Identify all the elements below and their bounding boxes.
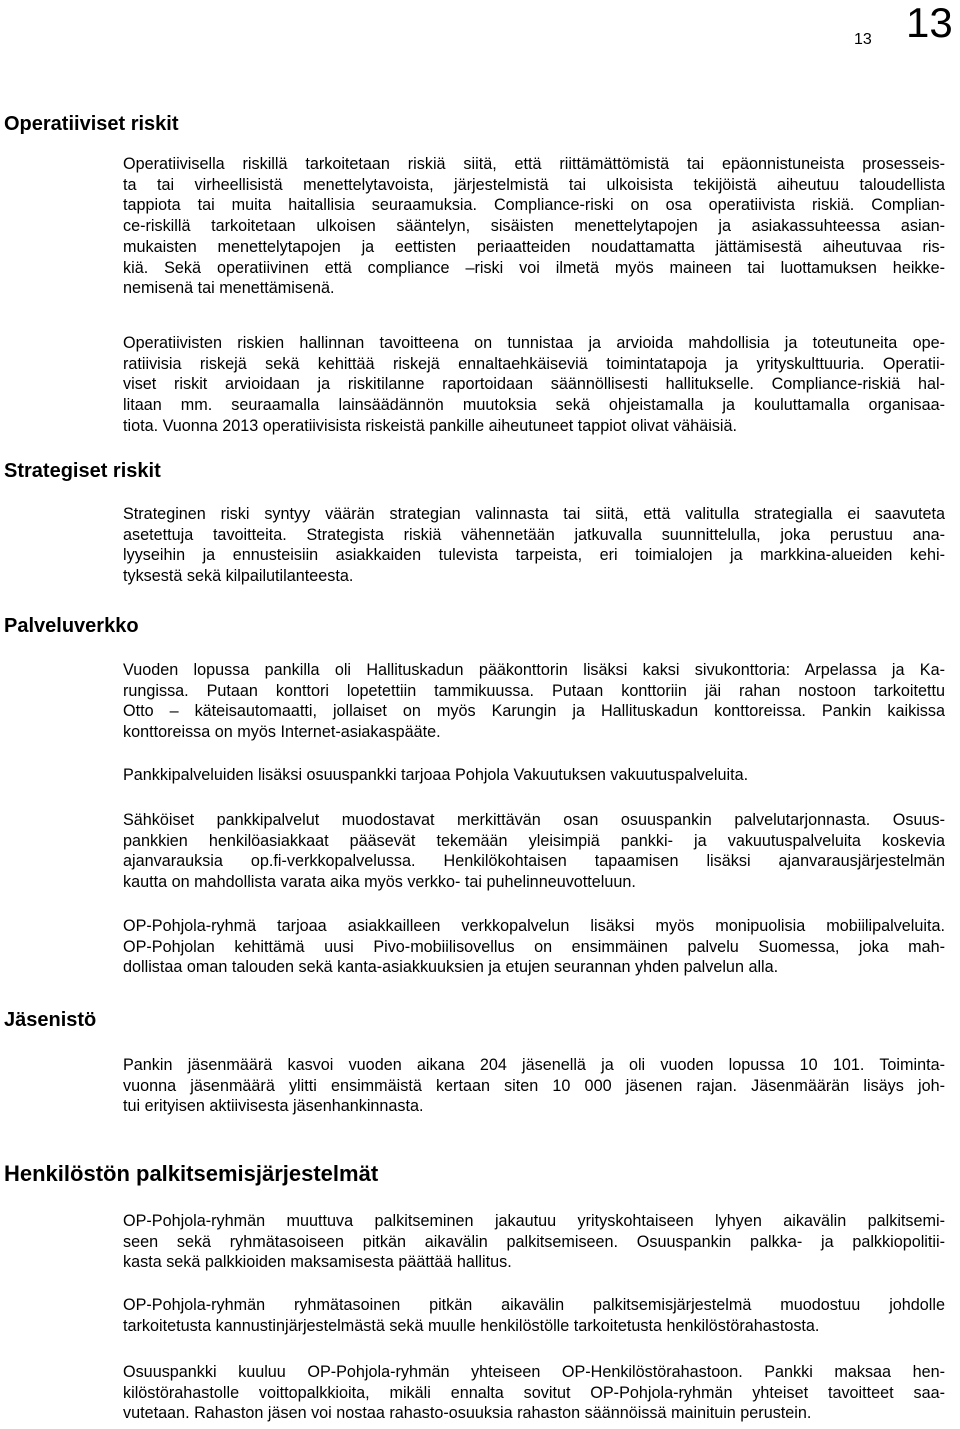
text-line: Strateginen riski syntyy väärän strategian valinnasta tai siitä, että valitulla strategialla ei saavuteta	[123, 505, 945, 523]
text-line: tyksestä sekä kilpailutilanteesta.	[123, 567, 354, 586]
text-line: OP-Pohjola-ryhmä tarjoaa asiakkailleen verkkopalvelun lisäksi myös monipuolisia mobiilipalveluita.	[123, 917, 945, 935]
text-line: ajanvarauksia op.fi-verkkopalvelussa. Henkilökohtaisen tapaamisen lisäksi ajanvarausjärjestelmän	[123, 852, 945, 871]
paragraph-strategiset-1	[123, 504, 945, 587]
page-number-small: 13	[854, 31, 872, 48]
text-line: konttoreissa on myös Internet-asiakaspääte.	[123, 723, 441, 742]
paragraph-palveluverkko-4	[123, 916, 945, 978]
text-line: vuonna jäsenmäärä ylitti ensimmäistä kertaan siten 10 000 jäsenen rajan. Jäsenmäärän lisäys joh-	[123, 1076, 945, 1095]
text-line: Operatiivisten riskien hallinnan tavoitteena on tunnistaa ja arvioida mahdollisia ja toteutuneita ope-	[123, 334, 945, 352]
heading-henkiloston-palkitsemisjarjestelmat: Henkilöstön palkitsemisjärjestelmät	[4, 1161, 379, 1186]
text-line: Osuuspankki kuuluu OP-Pohjola-ryhmän yhteiseen OP-Henkilöstörahastoon. Pankki maksaa hen-	[123, 1363, 945, 1381]
text-line: tiota. Vuonna 2013 operatiivisista riskeistä pankille aiheutuneet tappiot olivat vähäisiä.	[123, 416, 738, 435]
heading-operatiiviset-riskit: Operatiiviset riskit	[4, 113, 179, 135]
text-line: dollistaa oman talouden sekä kanta-asiakkuuksien ja etujen seurannan yhden palvelun alla.	[123, 958, 779, 977]
paragraph-palkitseminen-3	[123, 1362, 945, 1424]
text-line: kiä. Sekä operatiivinen että compliance –riski voi ilmetä myös maineen tai luottamuksen heikke-	[123, 258, 945, 277]
heading-palveluverkko: Palveluverkko	[4, 615, 139, 637]
paragraph-jasenisto-1	[123, 1055, 945, 1117]
text-line: OP-Pohjola-ryhmän ryhmätasoinen pitkän aikavälin palkitsemisjärjestelmä muodostuu johdolle	[123, 1296, 945, 1314]
text-line: asetettuja tavoitteita. Strategista riskiä vähennetään jatkuvalla suunnittelulla, joka perustuu ana-	[123, 525, 945, 544]
text-line: tappiota tai muita haitallisia seuraamuksia. Compliance-riski on osa operatiivista riskiä. Complian-	[123, 196, 945, 215]
heading-strategiset-riskit: Strategiset riskit	[4, 460, 161, 482]
paragraph-operatiiviset-1	[123, 154, 945, 299]
text-line: tarkoitetusta kannustinjärjestelmästä sekä muulle henkilöstölle tarkoitetusta henkilöstörahastosta.	[123, 1316, 820, 1335]
paragraph-palkitseminen-2	[123, 1295, 945, 1336]
text-line: Operatiivisella riskillä tarkoitetaan riskiä siitä, että riittämättömistä tai epäonnistuneista prosesseis-	[123, 155, 945, 173]
paragraph-palveluverkko-1	[123, 660, 945, 743]
text-line: Pankkipalveluiden lisäksi osuuspankki tarjoaa Pohjola Vakuutuksen vakuutuspalveluita.	[123, 766, 749, 784]
text-line: lyyseihin ja ennusteisiin asiakkaiden tulevista tarpeista, eri toimialojen ja markkina-alueiden kehi-	[123, 546, 945, 565]
text-line: litaan mm. seuraamalla lainsäädännön muutoksia sekä ohjeistamalla ja kouluttamalla organisaa-	[123, 396, 945, 415]
text-line: rungissa. Putaan konttori lopetettiin tammikuussa. Putaan konttoriin jäi rahan nostoon tarkoitettu	[123, 681, 945, 700]
text-line: OP-Pohjolan kehittämä uusi Pivo-mobiilisovellus on ensimmäinen palvelu Suomessa, joka mah-	[123, 937, 945, 956]
text-line: nemisenä tai menettämisenä.	[123, 279, 335, 298]
text-line: ce-riskillä tarkoitetaan ulkoisen sääntelyn, sisäisten menettelytapojen ja asiakassuhteessa asian-	[123, 217, 945, 236]
text-line: kilöstörahastolle voittopalkkioita, mikäli ennalta sovitut OP-Pohjola-ryhmän yhteiset tavoitteet saa-	[123, 1383, 945, 1402]
text-line: Vuoden lopussa pankilla oli Hallituskadun pääkonttorin lisäksi kaksi sivukonttoria: Arpelassa ja Ka-	[123, 661, 945, 679]
text-line: kautta on mahdollista varata aika myös verkko- tai puhelinneuvotteluun.	[123, 873, 636, 892]
text-line: Otto – käteisautomaatti, jollaiset on myös Karungin ja Hallituskadun konttoreissa. Pankin kaikissa	[123, 702, 945, 721]
text-line: ta tai virheellisistä menettelytavoista, järjestelmistä tai ulkoisista tekijöistä aiheutuu taloudellista	[123, 175, 945, 194]
text-line: ratiivisia riskejä sekä kehittää riskejä ennaltaehkäiseviä toimintatapoja ja yrityskulttuuria. Operatii-	[123, 354, 945, 373]
text-line: OP-Pohjola-ryhmän muuttuva palkitseminen jakautuu yrityskohtaiseen lyhyen aikavälin palkitsemi-	[123, 1212, 945, 1230]
paragraph-palveluverkko-2	[123, 765, 945, 786]
text-line: kasta sekä palkkioiden maksamisesta päättää hallitus.	[123, 1253, 512, 1272]
text-line: tui erityisen aktiivisesta jäsenhankinnasta.	[123, 1097, 424, 1116]
text-line: Pankin jäsenmäärä kasvoi vuoden aikana 204 jäsenellä ja oli vuoden lopussa 10 101. Toiminta-	[123, 1056, 945, 1074]
text-line: mukaisten menettelytapojen ja eettisten periaatteiden noudattamatta jättämisestä aiheutuvaa ris-	[123, 237, 945, 256]
heading-jasenisto: Jäsenistö	[4, 1009, 97, 1031]
text-line: Sähköiset pankkipalvelut muodostavat merkittävän osan osuuspankin palvelutarjonnasta. Osuus-	[123, 811, 945, 829]
paragraph-operatiiviset-2	[123, 333, 945, 437]
text-line: vutetaan. Rahaston jäsen voi nostaa rahasto-osuuksia rahaston säännöissä mainituin perustein.	[123, 1404, 812, 1423]
paragraph-palveluverkko-3	[123, 810, 945, 893]
page-number-large: 13	[906, 0, 953, 46]
paragraph-palkitseminen-1	[123, 1211, 945, 1273]
text-line: pankkien henkilöasiakkaat pääsevät tekemään yleisimpiä pankki- ja vakuutuspalveluita koskevia	[123, 831, 945, 850]
text-line: viset riskit arvioidaan ja riskitilanne raportoidaan säännöllisesti hallitukselle. Compliance-riskiä hal-	[123, 375, 945, 394]
text-line: seen sekä ryhmätasoiseen pitkän aikavälin palkitsemiseen. Osuuspankin palkka- ja palkkiopolitii-	[123, 1232, 945, 1251]
